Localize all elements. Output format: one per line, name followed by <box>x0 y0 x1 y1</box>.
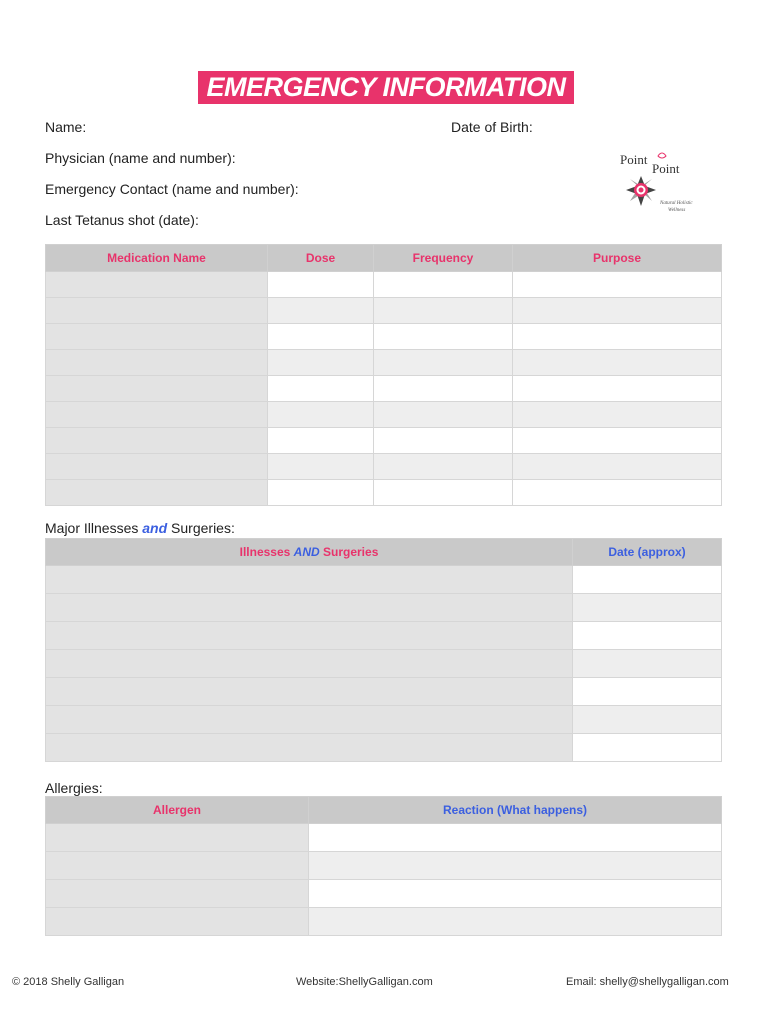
footer-copyright: © 2018 Shelly Galligan <box>12 976 125 988</box>
reaction-header: Reaction (What happens) <box>309 797 722 824</box>
logo-icon <box>616 148 716 228</box>
purpose-cell[interactable] <box>513 350 722 376</box>
logo-word-2: Point <box>652 161 680 176</box>
illness-cell[interactable] <box>46 734 573 762</box>
frequency-cell[interactable] <box>374 480 513 506</box>
dose-cell[interactable] <box>268 376 374 402</box>
physician-label: Physician (name and number): <box>45 150 236 166</box>
dose-cell[interactable] <box>268 428 374 454</box>
logo-word-1: Point <box>620 152 648 167</box>
medication-name-cell[interactable] <box>46 376 268 402</box>
emergency-contact-label: Emergency Contact (name and number): <box>45 181 299 197</box>
allergies-label: Allergies: <box>45 780 103 796</box>
reaction-cell[interactable] <box>309 852 722 880</box>
logo-tagline-2: Wellness <box>668 208 686 213</box>
frequency-cell[interactable] <box>374 272 513 298</box>
frequency-cell[interactable] <box>374 454 513 480</box>
purpose-cell[interactable] <box>513 454 722 480</box>
illnesses-header-post: Surgeries <box>319 545 379 559</box>
medication-name-cell[interactable] <box>46 324 268 350</box>
medication-name-cell[interactable] <box>46 402 268 428</box>
illnesses-table <box>45 538 722 762</box>
purpose-cell[interactable] <box>513 376 722 402</box>
illnesses-header-and: AND <box>293 545 320 559</box>
illness-cell[interactable] <box>46 594 573 622</box>
medication-name-cell[interactable] <box>46 350 268 376</box>
illness-cell[interactable] <box>46 622 573 650</box>
date-header: Date (approx) <box>573 539 722 566</box>
dose-cell[interactable] <box>268 350 374 376</box>
name-label: Name: <box>45 119 87 135</box>
medication-name-cell[interactable] <box>46 480 268 506</box>
date-cell[interactable] <box>573 650 722 678</box>
illnesses-label <box>45 520 235 536</box>
frequency-cell[interactable] <box>374 402 513 428</box>
purpose-header: Purpose <box>513 245 722 272</box>
dose-cell[interactable] <box>268 298 374 324</box>
frequency-cell[interactable] <box>374 376 513 402</box>
allergen-cell[interactable] <box>46 908 309 936</box>
illnesses-label-pre: Major Illnesses <box>45 520 143 536</box>
allergen-cell[interactable] <box>46 880 309 908</box>
medication-name-cell[interactable] <box>46 298 268 324</box>
date-cell[interactable] <box>573 678 722 706</box>
illness-cell[interactable] <box>46 706 573 734</box>
date-cell[interactable] <box>573 622 722 650</box>
illness-cell[interactable] <box>46 678 573 706</box>
dose-cell[interactable] <box>268 402 374 428</box>
medication-name-cell[interactable] <box>46 272 268 298</box>
purpose-cell[interactable] <box>513 480 722 506</box>
purpose-cell[interactable] <box>513 402 722 428</box>
medication-name-header: Medication Name <box>46 245 268 272</box>
allergen-cell[interactable] <box>46 852 309 880</box>
frequency-cell[interactable] <box>374 324 513 350</box>
dose-cell[interactable] <box>268 454 374 480</box>
tetanus-label: Last Tetanus shot (date): <box>45 212 199 228</box>
illnesses-label-post: Surgeries: <box>167 520 235 536</box>
footer-email: Email: shelly@shellygalligan.com <box>566 976 729 988</box>
footer-website: Website:ShellyGalligan.com <box>296 976 433 988</box>
dose-cell[interactable] <box>268 480 374 506</box>
illnesses-label-and: and <box>142 520 168 536</box>
frequency-cell[interactable] <box>374 428 513 454</box>
date-cell[interactable] <box>573 566 722 594</box>
medication-table <box>45 244 722 506</box>
reaction-cell[interactable] <box>309 824 722 852</box>
date-cell[interactable] <box>573 594 722 622</box>
illness-cell[interactable] <box>46 566 573 594</box>
illnesses-header <box>46 539 573 566</box>
page-title: EMERGENCY INFORMATION <box>198 71 574 104</box>
frequency-cell[interactable] <box>374 350 513 376</box>
purpose-cell[interactable] <box>513 324 722 350</box>
allergen-cell[interactable] <box>46 824 309 852</box>
purpose-cell[interactable] <box>513 272 722 298</box>
dob-label: Date of Birth: <box>451 119 533 135</box>
date-cell[interactable] <box>573 706 722 734</box>
medication-name-cell[interactable] <box>46 454 268 480</box>
illnesses-header-pre: Illnesses <box>239 545 294 559</box>
purpose-cell[interactable] <box>513 428 722 454</box>
reaction-cell[interactable] <box>309 908 722 936</box>
allergies-table <box>45 796 722 936</box>
medication-name-cell[interactable] <box>46 428 268 454</box>
frequency-header: Frequency <box>374 245 513 272</box>
logo-tagline-1: Natural Holistic <box>660 201 693 206</box>
dose-header: Dose <box>268 245 374 272</box>
purpose-cell[interactable] <box>513 298 722 324</box>
illness-cell[interactable] <box>46 650 573 678</box>
reaction-cell[interactable] <box>309 880 722 908</box>
frequency-cell[interactable] <box>374 298 513 324</box>
dose-cell[interactable] <box>268 272 374 298</box>
dose-cell[interactable] <box>268 324 374 350</box>
date-cell[interactable] <box>573 734 722 762</box>
allergen-header: Allergen <box>46 797 309 824</box>
